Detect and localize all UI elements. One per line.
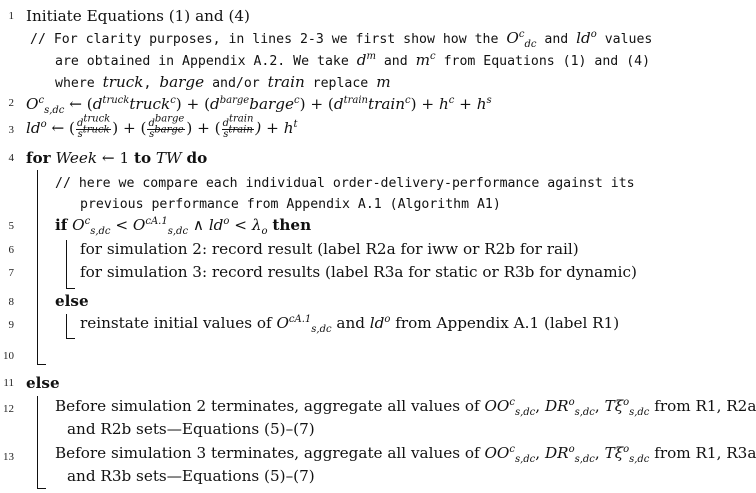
sup-c: c — [293, 94, 300, 106]
sup-o: o — [590, 28, 597, 40]
var-train: train — [367, 95, 406, 113]
sub-sdc: s,dc — [514, 407, 536, 419]
sup-cA1: cA.1 — [288, 313, 312, 325]
symbol-OO: OO — [484, 444, 510, 462]
word-m: m — [376, 73, 391, 91]
line-13-text: and R3b sets—Equations (5)–(7) — [67, 467, 315, 485]
line-number: 3 — [8, 124, 14, 136]
symbol-m: m — [415, 51, 431, 69]
fraction-train — [222, 113, 255, 140]
symbol-ld: ld — [576, 29, 591, 47]
keyword-if: if — [55, 216, 68, 234]
comment-text: // here we compare each individual order-delivery-performance against its — [55, 176, 635, 191]
comment-text: where — [55, 76, 103, 91]
comment-line — [55, 172, 635, 194]
line-12-text: from R1, R2a — [649, 397, 756, 415]
block-bar-for-end — [37, 364, 46, 365]
frac-num-sup: barge — [154, 113, 185, 125]
comment-line — [55, 50, 650, 72]
sub-sdc: s,dc — [629, 407, 650, 419]
line-6-text: for simulation 2: record result (label R2a for iww or R2b for rail) — [80, 240, 579, 258]
line-number: 5 — [8, 220, 14, 232]
line-13-text: from R1, R3a — [649, 444, 756, 462]
comment-text: and — [375, 54, 416, 69]
close-paren: ) — [410, 95, 417, 113]
line-number: 1 — [8, 10, 14, 22]
comment-text: are obtained in Appendix A.2. We take — [55, 54, 357, 69]
sup-c: c — [509, 443, 515, 455]
frac-num-sup: train — [229, 113, 254, 125]
sup-s: s — [486, 94, 492, 106]
sub-sdc: s,dc — [90, 226, 111, 238]
algorithm-line-1 — [26, 6, 250, 26]
comment-text: , — [143, 76, 160, 91]
fraction-barge — [147, 113, 185, 140]
symbol-ld: ld — [208, 216, 224, 234]
line-number: 2 — [8, 97, 14, 109]
plus-h: + h — [416, 95, 449, 113]
sup-o: o — [568, 396, 575, 408]
sup-o: o — [384, 313, 391, 325]
line-number: 8 — [8, 296, 14, 308]
algorithm-line-11 — [26, 373, 60, 393]
assign-arrow: ← ( — [46, 119, 75, 137]
line-12-text: and R2b sets—Equations (5)–(7) — [67, 420, 315, 438]
plus: ) + ( — [112, 119, 147, 137]
symbol-O: O — [506, 29, 519, 47]
symbol-OO: OO — [484, 397, 510, 415]
fraction-truck — [76, 113, 111, 140]
algorithm-line-6 — [80, 239, 579, 259]
sub-sdc: s,dc — [44, 105, 65, 117]
symbol-d: d — [92, 95, 103, 113]
keyword-else: else — [55, 292, 89, 310]
sub-sdc: s,dc — [167, 226, 189, 238]
line-12-text: Before simulation 2 terminates, aggregate all values of — [55, 397, 485, 415]
algorithm-line-5 — [55, 215, 312, 238]
block-bar-for — [37, 170, 38, 364]
frac-den-s: s — [149, 128, 155, 140]
sup-c: c — [430, 50, 436, 62]
frac-num-d: d — [222, 117, 229, 129]
word-barge: barge — [159, 73, 205, 91]
sup-o: o — [40, 118, 47, 130]
algorithm-line-4 — [26, 148, 207, 168]
less-than: < — [110, 216, 133, 234]
frac-den-s: s — [223, 128, 229, 140]
close-plus-h: ) + h — [255, 119, 294, 137]
line-9-text: from Appendix A.1 (label R1) — [390, 314, 620, 332]
symbol-O: O — [72, 216, 85, 234]
algorithm-line-13-cont — [67, 466, 315, 486]
algorithm-line-8 — [55, 291, 89, 311]
algorithm-line-7 — [80, 262, 637, 282]
keyword-to: to — [133, 149, 152, 167]
line-number: 6 — [8, 244, 14, 256]
comment-text: previous performance from Appendix A.1 (Algorithm A1) — [80, 197, 501, 212]
block-bar-else-end — [66, 338, 75, 339]
line-number: 13 — [3, 451, 14, 463]
sup-c: c — [84, 215, 91, 227]
symbol-lambda: λ — [251, 216, 262, 234]
symbol-Txi: Tξ — [604, 397, 624, 415]
symbol-DR: DR — [544, 444, 569, 462]
sup-train: train — [343, 94, 368, 106]
sub-sdc: s,dc — [311, 324, 332, 336]
frac-den-sup: train — [228, 124, 253, 136]
algorithm-line-2 — [26, 94, 492, 117]
logical-and: ∧ — [188, 216, 209, 234]
var-week: Week — [55, 149, 98, 167]
algorithm-line-12 — [55, 396, 756, 419]
var-tw: TW — [155, 149, 182, 167]
line-number: 12 — [3, 403, 14, 415]
separator: , — [535, 444, 545, 462]
frac-num-sup: truck — [83, 113, 111, 125]
block-bar-if-end — [66, 288, 75, 289]
sup-c: c — [170, 94, 176, 106]
frac-den-sup: barge — [154, 124, 184, 136]
algorithm-line-9 — [80, 313, 620, 336]
plus: ) + ( — [186, 119, 221, 137]
keyword-then: then — [272, 216, 312, 234]
plus-h: + h — [454, 95, 487, 113]
comment-text: and/or — [204, 76, 268, 91]
algorithm-line-3 — [26, 113, 298, 140]
sup-o: o — [623, 396, 630, 408]
sub-sdc: s,dc — [514, 454, 536, 466]
var-truck: truck — [129, 95, 171, 113]
symbol-d: d — [356, 51, 367, 69]
sup-truck: truck — [102, 94, 130, 106]
line-7-text: for simulation 3: record results (label R3a for static or R3b for dynamic) — [80, 263, 637, 281]
symbol-d: d — [210, 95, 220, 113]
sup-c: c — [38, 94, 45, 106]
comment-line — [30, 28, 652, 50]
var-barge: barge — [249, 95, 294, 113]
comment-text: values — [596, 32, 653, 47]
line-number: 9 — [8, 319, 14, 331]
sup-c: c — [518, 28, 525, 40]
sup-o: o — [568, 443, 575, 455]
word-train: train — [267, 73, 305, 91]
algorithm-line-12-cont — [67, 419, 315, 439]
symbol-O: O — [132, 216, 146, 234]
less-than: < — [229, 216, 252, 234]
symbol-O: O — [26, 95, 39, 113]
frac-num-d: d — [148, 117, 155, 129]
keyword-else: else — [26, 374, 60, 392]
plus: ) + ( — [299, 95, 334, 113]
line-number: 4 — [8, 152, 14, 164]
algorithm-line-13 — [55, 443, 756, 466]
comment-line — [80, 193, 501, 215]
plus: ) + ( — [175, 95, 211, 113]
keyword-do: do — [186, 149, 208, 167]
comment-text: and — [536, 32, 577, 47]
sup-m: m — [366, 50, 376, 62]
line-number: 7 — [8, 267, 14, 279]
comment-text: // For clarity purposes, in lines 2-3 we first show how the — [30, 32, 507, 47]
sup-cA1: cA.1 — [145, 215, 168, 227]
symbol-DR: DR — [544, 397, 569, 415]
word-truck: truck — [102, 73, 144, 91]
sub-dc: dc — [524, 39, 537, 51]
line-1-text: Initiate Equations (1) and (4) — [26, 7, 250, 25]
sub-sdc: s,dc — [574, 407, 595, 419]
frac-den-s: s — [77, 128, 83, 140]
separator: , — [594, 444, 605, 462]
line-9-text: reinstate initial values of — [80, 314, 277, 332]
sup-o: o — [223, 215, 230, 227]
sup-c: c — [509, 396, 515, 408]
sup-barge: barge — [219, 94, 250, 106]
line-13-text: Before simulation 3 terminates, aggregate all values of — [55, 444, 485, 462]
separator: , — [594, 397, 605, 415]
line-9-text: and — [331, 314, 370, 332]
sup-o: o — [623, 443, 630, 455]
block-bar-outer-else — [37, 396, 38, 488]
symbol-O: O — [276, 314, 289, 332]
frac-num-d: d — [76, 117, 84, 129]
line-number: 11 — [3, 377, 14, 389]
sub-sdc: s,dc — [574, 454, 595, 466]
sup-c: c — [405, 94, 411, 106]
assign: ← 1 — [97, 149, 134, 167]
sub-sdc: s,dc — [629, 454, 650, 466]
symbol-Txi: Tξ — [604, 444, 624, 462]
frac-den-sup: truck — [82, 124, 110, 136]
symbol-d: d — [333, 95, 344, 113]
comment-line — [55, 72, 391, 94]
block-bar-if — [66, 240, 67, 288]
block-bar-else — [66, 314, 67, 338]
block-bar-outer-else-end — [37, 488, 46, 489]
symbol-ld: ld — [369, 314, 385, 332]
sup-c: c — [448, 94, 455, 106]
keyword-for: for — [26, 149, 51, 167]
sub-o: o — [261, 226, 268, 238]
line-number: 10 — [3, 350, 14, 362]
comment-text: from Equations (1) and (4) — [435, 54, 651, 69]
comment-text: replace — [304, 76, 377, 91]
sup-t: t — [293, 118, 298, 130]
separator: , — [535, 397, 545, 415]
assign-arrow: ← ( — [64, 95, 93, 113]
symbol-ld: ld — [26, 119, 41, 137]
